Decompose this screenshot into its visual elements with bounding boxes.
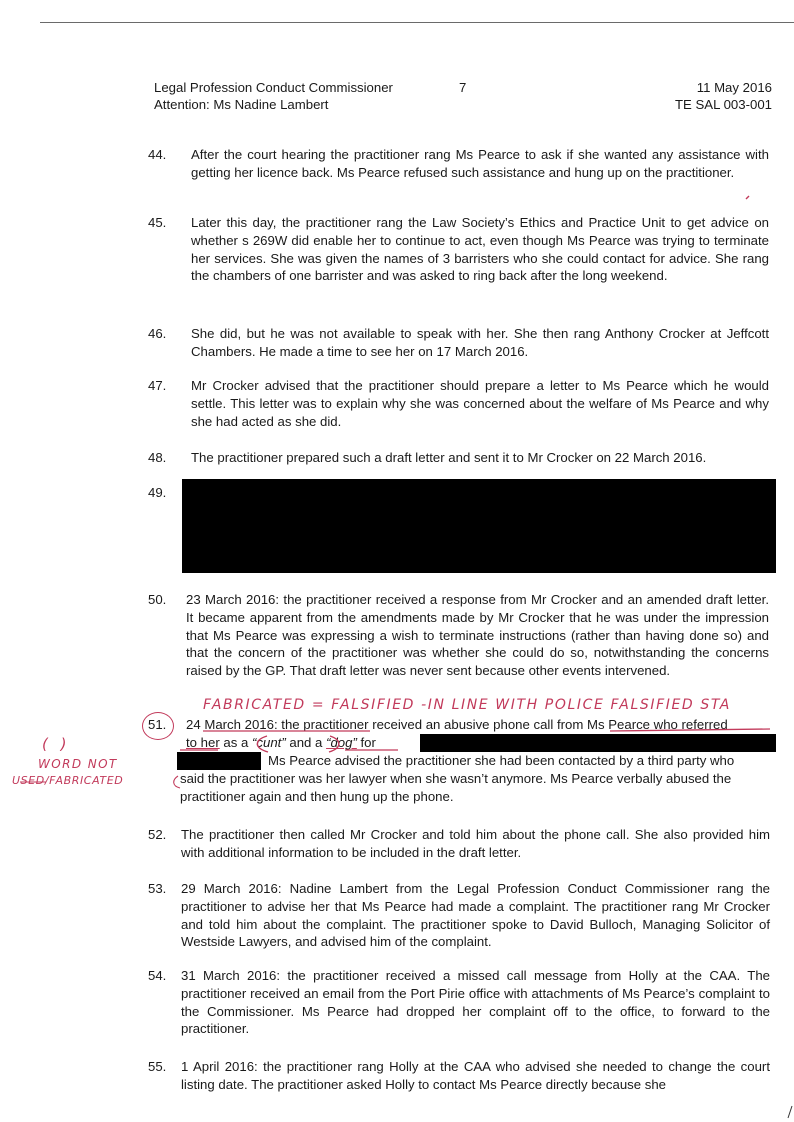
line2-and-a: and a bbox=[285, 735, 327, 750]
header-attention: Attention: Ms Nadine Lambert bbox=[154, 97, 329, 112]
para-number-54: 54. bbox=[148, 968, 167, 983]
para-number-52: 52. bbox=[148, 827, 167, 842]
paragraph-50: 23 March 2016: the practitioner received a response from Mr Crocker and an amended draft letter. It became apparent from the amendments made by Mr Crocker that he was under the impression that Ms Pearce was expressing a wish to terminate instructions (rather than having done so) and that the concern of the practitioner was whether she could do so, notwithstanding the concerns raised by the GP. That draft letter was never sent because other events intervened. bbox=[186, 592, 769, 679]
para-number-44: 44. bbox=[148, 147, 167, 162]
para-number-46: 46. bbox=[148, 326, 167, 341]
para-number-48: 48. bbox=[148, 450, 167, 465]
paragraph-55: 1 April 2016: the practitioner rang Holly at the CAA who advised she needed to change the court listing date. The practitioner asked Holly to contact Ms Pearce directly because she bbox=[181, 1059, 770, 1092]
handwritten-word-not: WORD NOT bbox=[38, 757, 118, 771]
underlined-to-her: to her bbox=[186, 735, 220, 750]
para-number-55: 55. bbox=[148, 1059, 167, 1074]
paragraph-48: The practitioner prepared such a draft letter and sent it to Mr Crocker on 22 March 2016. bbox=[191, 450, 707, 465]
header-addressee-org: Legal Profession Conduct Commissioner bbox=[154, 80, 393, 95]
para-number-51: 51. bbox=[148, 717, 167, 732]
small-tick-mark bbox=[746, 196, 749, 199]
quoted-word-1: “cunt” bbox=[252, 735, 286, 750]
para-number-47: 47. bbox=[148, 378, 167, 393]
paragraph-46: She did, but he was not available to speak with her. She then rang Anthony Crocker at Jeffcott Chambers. He made a time to see her on 17 March 2016. bbox=[191, 326, 769, 359]
handwritten-fabricated-note: FABRICATED = FALSIFIED -IN LINE WITH POLICE FALSIFIED STA bbox=[203, 697, 731, 713]
paragraph-45: Later this day, the practitioner rang the Law Society’s Ethics and Practice Unit to get advice on whether s 269W did enable her to continue to act, even though Ms Pearce was trying to terminate her services. She was given the names of 3 barristers who she could contact for advice. She rang the chambers of one barrister and was asked to ring back after the long weekend. bbox=[191, 215, 769, 284]
para-number-49: 49. bbox=[148, 485, 167, 500]
para-number-50: 50. bbox=[148, 592, 167, 607]
page-number: 7 bbox=[459, 80, 467, 95]
paragraph-51-line-1: 24 March 2016: the practitioner received an abusive phone call from Ms Pearce who referred bbox=[186, 717, 728, 732]
paragraph-47: Mr Crocker advised that the practitioner should prepare a letter to Ms Pearce which he would settle. This letter was to explain why she was concerned about the welfare of Ms Pearce and why she had acted as she did. bbox=[191, 378, 769, 429]
word-bracket-stroke bbox=[257, 736, 339, 752]
line2-for: for bbox=[356, 735, 376, 750]
corner-scan-mark bbox=[788, 1106, 792, 1118]
quoted-word-2: “dog” bbox=[326, 735, 357, 750]
line2-as-a: as a bbox=[219, 735, 252, 750]
underline-referred-stroke bbox=[610, 729, 770, 731]
paragraph-52: The practitioner then called Mr Crocker and told him about the phone call. She also provided him with additional information to be included in the draft letter. bbox=[181, 827, 770, 860]
paragraph-51-line-3: Ms Pearce advised the practitioner she had been contacted by a third party who bbox=[268, 753, 735, 768]
paragraph-54: 31 March 2016: the practitioner received a missed call message from Holly at the CAA. The practitioner received an email from the Port Pirie office with attachments of Ms Pearce’s complaint to the Commissioner. Ms Pearce had dropped her complaint off to the office, to forward to the practitioner. bbox=[181, 968, 770, 1037]
para-number-45: 45. bbox=[148, 215, 167, 230]
handwritten-parentheses: ( ) bbox=[42, 735, 71, 753]
handwritten-used-fabricated: USED/FABRICATED bbox=[12, 774, 124, 787]
header-date: 11 May 2016 bbox=[696, 80, 772, 95]
paragraph-44: After the court hearing the practitioner rang Ms Pearce to ask if she wanted any assistance with getting her licence back. Ms Pearce refused such assistance and hung up on the practitioner. bbox=[191, 147, 769, 180]
header-reference: TE SAL 003-001 bbox=[674, 97, 772, 112]
para-number-53: 53. bbox=[148, 881, 167, 896]
margin-link-stroke bbox=[20, 776, 180, 788]
paragraph-53: 29 March 2016: Nadine Lambert from the Legal Profession Conduct Commissioner rang the practitioner to advise her that Ms Pearce had made a complaint. The practitioner rang Mr Crocker and told him about the complaint. The practitioner spoke to David Bulloch, Managing Solicitor of Westside Lawyers, and advised him of the complaint. bbox=[181, 881, 770, 950]
paragraph-51-line-4: said the practitioner was her lawyer when she wasn’t anymore. Ms Pearce verbally abused the bbox=[180, 771, 732, 786]
paragraph-51-line-5: practitioner again and then hung up the phone. bbox=[180, 789, 454, 804]
